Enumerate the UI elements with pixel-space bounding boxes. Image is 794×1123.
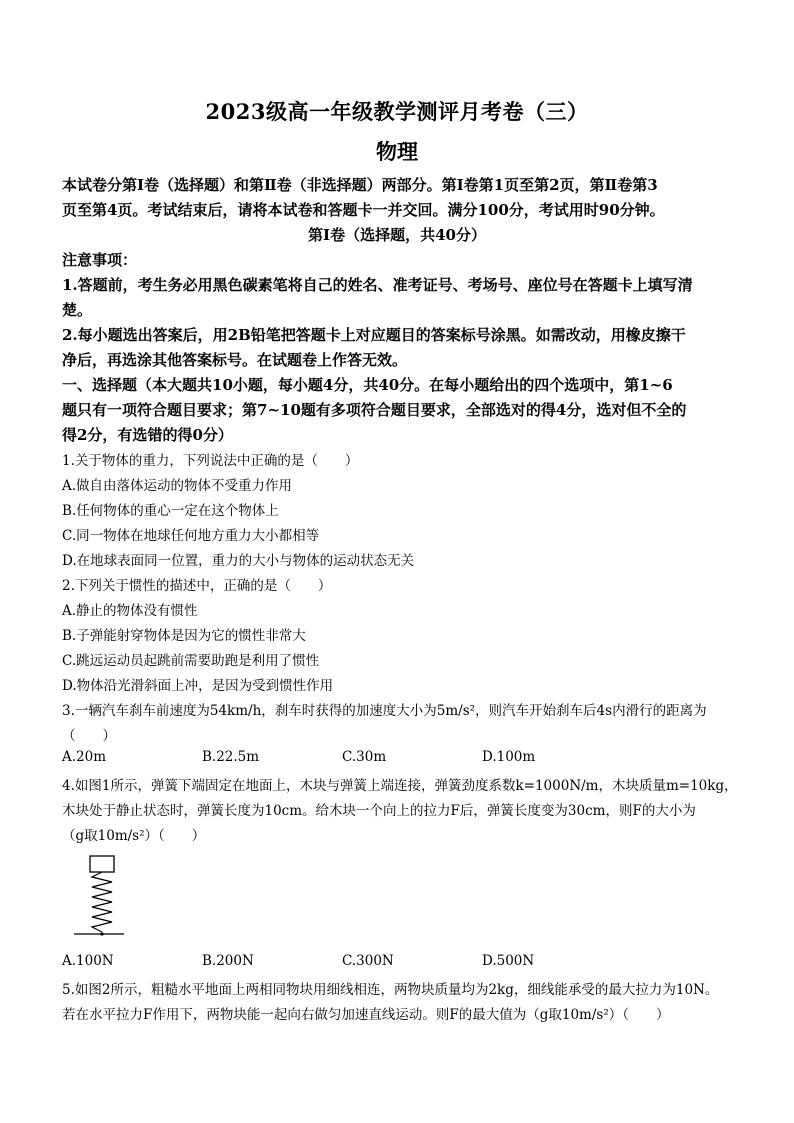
q2-option-d: D.物体沿光滑斜面上冲，是因为受到惯性作用 — [62, 678, 334, 694]
q2-stem: 2.下列关于惯性的描述中，正确的是（ ） — [62, 578, 332, 594]
q4-option-a: A.100N — [62, 953, 114, 969]
q4-option-d: D.500N — [482, 953, 535, 969]
q3-stem-line-1: 3.一辆汽车刹车前速度为54km/h，刹车时获得的加速度大小为5m/s²，则汽车开始刹车后4s内滑行的距离为 — [62, 703, 707, 719]
q1-stem: 1.关于物体的重力，下列说法中正确的是（ ） — [62, 453, 359, 469]
q4-stem-line-2: 木块处于静止状态时，弹簧长度为10cm。给木块一个向上的拉力F后，弹簧长度变为30cm，则F的大小为 — [62, 803, 696, 819]
q5-stem-line-2: 若在水平拉力F作用下，两物块能一起向右做匀加速直线运动。则F的最大值为（g取10m/s²）（ ） — [62, 1007, 670, 1023]
note-1-line-1: 1.答题前，考生务必用黑色碳素笔将自己的姓名、准考证号、考场号、座位号在答题卡上填写清 — [62, 276, 693, 294]
note-2-line-1: 2.每小题选出答案后，用2B铅笔把答题卡上对应题目的答案标号涂黑。如需改动，用橡皮擦干 — [62, 326, 686, 344]
q2-option-c: C.跳远运动员起跳前需要助跑是利用了惯性 — [62, 653, 320, 669]
spring-block-figure — [70, 852, 126, 942]
q1-option-c: C.同一物体在地球任何地方重力大小都相等 — [62, 528, 320, 544]
q3-option-d: D.100m — [482, 749, 536, 765]
intro-line-1: 本试卷分第Ⅰ卷（选择题）和第Ⅱ卷（非选择题）两部分。第Ⅰ卷第1页至第2页，第Ⅱ卷第3 — [62, 176, 658, 194]
block-shape — [90, 856, 114, 872]
q4-stem-line-3: （g取10m/s²）（ ） — [62, 828, 206, 844]
intro-line-2: 页至第4页。考试结束后，请将本试卷和答题卡一并交回。满分100分，考试用时90分钟。 — [62, 201, 665, 219]
q3-option-c: C.30m — [342, 749, 387, 765]
section1-line-2: 题只有一项符合题目要求；第7~10题有多项符合题目要求，全部选对的得4分，选对但不全的 — [62, 401, 687, 419]
notes-heading: 注意事项： — [62, 251, 138, 269]
section1-line-3: 得2分，有选错的得0分） — [62, 426, 233, 444]
q2-option-b: B.子弹能射穿物体是因为它的惯性非常大 — [62, 628, 306, 644]
subject-title: 物理 — [376, 139, 418, 164]
exam-title: 2023级高一年级教学测评月考卷（三） — [205, 99, 589, 124]
q4-option-b: B.200N — [202, 953, 254, 969]
spring-coil — [92, 872, 112, 932]
q4-stem-line-1: 4.如图1所示，弹簧下端固定在地面上，木块与弹簧上端连接，弹簧劲度系数k=1000N/m，木块质量m=10kg， — [62, 778, 738, 794]
q3-option-b: B.22.5m — [202, 749, 260, 765]
q1-option-d: D.在地球表面同一位置，重力的大小与物体的运动状态无关 — [62, 553, 415, 569]
q4-option-c: C.300N — [342, 953, 394, 969]
note-2-line-2: 净后，再选涂其他答案标号。在试题卷上作答无效。 — [62, 351, 408, 369]
spring-anchor — [100, 932, 103, 935]
q1-option-b: B.任何物体的重心一定在这个物体上 — [62, 503, 279, 519]
q5-stem-line-1: 5.如图2所示，粗糙水平地面上两相同物块用细线相连，两物块质量均为2kg，细线能承受的最大拉力为10N。 — [62, 982, 719, 998]
q3-stem-line-2: （ ） — [62, 728, 116, 744]
q2-option-a: A.静止的物体没有惯性 — [62, 603, 198, 619]
q1-option-a: A.做自由落体运动的物体不受重力作用 — [62, 478, 293, 494]
q3-option-a: A.20m — [62, 749, 107, 765]
part1-heading: 第Ⅰ卷（选择题，共40分） — [308, 226, 486, 244]
note-1-line-2: 楚。 — [62, 301, 93, 319]
section1-line-1: 一、选择题（本大题共10小题，每小题4分，共40分。在每小题给出的四个选项中，第1~6 — [62, 376, 673, 394]
